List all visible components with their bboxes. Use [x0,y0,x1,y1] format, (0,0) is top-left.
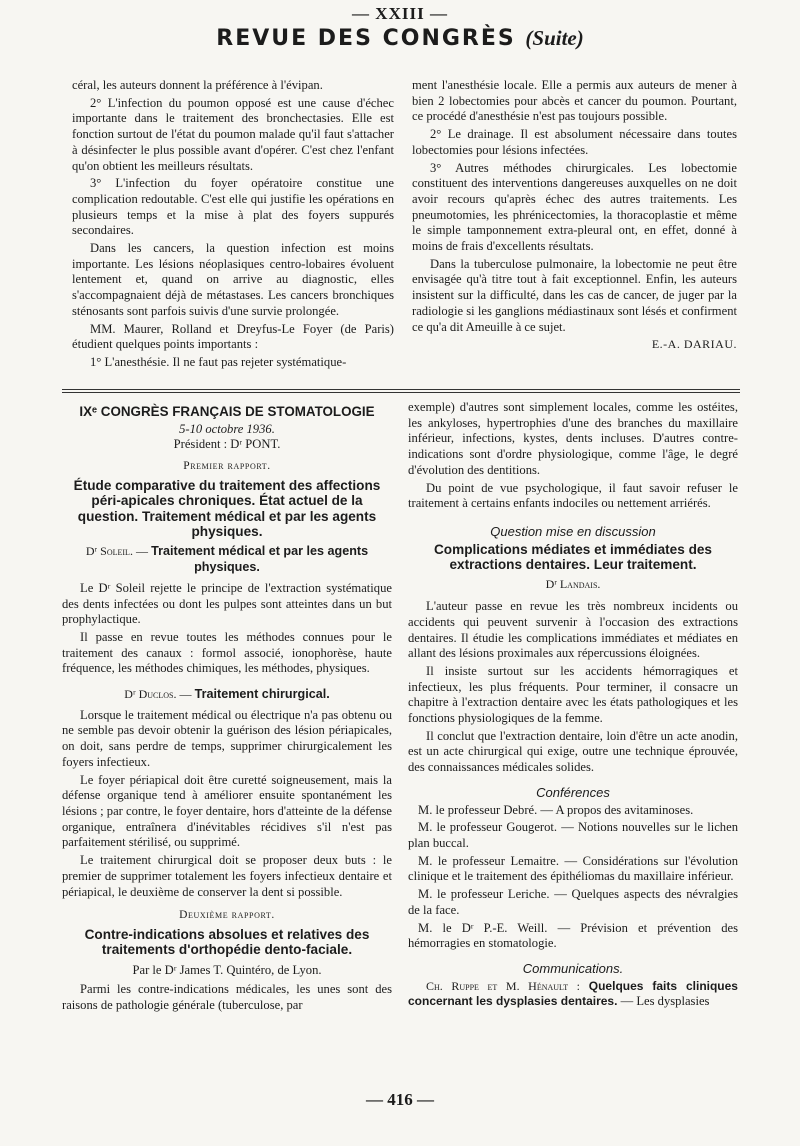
paragraph: Dans les cancers, la question infection est moins importante. Les lésions néoplasiques centro-lobaires évoluent lentement et, quand on arrive au diagnostic, elles s'accompagnaient déjà de métastases. Les cancers bronchiques sténosants sont parfois suivis d'une survie prolongée. [72,241,394,318]
paragraph: exemple) d'autres sont simplement locales, comme les ostéites, les ankyloses, hypertrophies d'une des branches du maxillaire inférieur, infections, kystes, dents incluses. D'autres contre-indications sont d'ordre physiologique, comme l'âge, le degré d'évolution des dentitions. [408,400,738,477]
signature: E.-A. DARIAU. [651,337,737,352]
paragraph: Il insiste surtout sur les accidents hémorragiques et infectieux, les plus fréquents. Pour terminer, il consacre un chapitre à l'extraction dentaire avec les états pathologiques et les fonctions physiologiques de la femme. [408,663,738,726]
question-title: Complications médiates et immédiates des extractions dentaires. Leur traitement. [433,541,712,573]
paragraph: 3° Autres méthodes chirurgicales. Les lobectomie constituent des interventions dangereuses auxquelles on ne doit avoir recours qu'après échec des autres traitements. Les pneumotomies, les phrénicectomies, la thoracoplastie et même le simple tamponnement extra-pleural ont, en effet, donné à moins de frais d'excellents résultats. [412,160,737,254]
paragraph: Le traitement chirurgical doit se proposer deux buts : le premier de supprimer totalement les foyers infectieux dentaire et périapical, le deuxième de conserver la dent si possible. [62,853,392,899]
second-report-author: Par le Dʳ James T. Quintéro, de Lyon. [132,962,322,977]
page-title-text: REVUE DES CONGRÈS [216,26,516,51]
section-divider [62,392,740,393]
list-item: M. le professeur Gougerot. — Notions nouvelles sur le lichen plan buccal. [408,820,738,850]
conferences-list [408,803,738,952]
second-report-label: Deuxième rapport. [179,909,275,922]
first-report-title: Étude comparative du traitement des affections péri-apicales chroniques. État actuel de la question. Traitement médical et par les agents physiques. [73,477,381,540]
first-report-label: Premier rapport. [183,460,271,473]
top-right-column [412,78,737,353]
soleil-heading [62,544,392,575]
communications-label: Communications. [522,960,624,976]
paragraph: Du point de vue psychologique, il faut savoir refuser le traitement à certains enfants indociles ou nettement arriérés. [408,480,738,511]
paragraph: Le foyer périapical doit être curetté soigneusement, mais la défense organique tend à améliorer ensuite spontanément les lésions ; par contre, le foyer dentaire, hors d'atteinte de la défense organique, entraînera d'inévitables récidives s'il n'est pas parfaitement stérilisé, ou supprimé. [62,772,392,850]
congress-president: Président : Dʳ PONT. [173,437,281,452]
communication-entry [408,979,738,1010]
top-left-column [72,78,394,373]
page-title-suite: (Suite) [525,26,584,50]
author-name: Dʳ Soleil. — [85,544,148,559]
paragraph: Parmi les contre-indications médicales, les unes sont des raisons de pathologie générale (tuberculose, par [62,982,392,1013]
conferences-label: Conférences [536,784,610,800]
congress-dates: 5-10 octobre 1936. [179,421,275,436]
landais-author: Dʳ Landais. [545,577,601,592]
paragraph: Lorsque le traitement médical ou électrique n'a pas obtenu ou ne semble pas devoir obtenir la guérison des lésion périapicales, on doit, sans perdre de temps, supprimer chirurgicalement les foyers infectieux. [62,707,392,769]
page-number-roman: — XXIII — [352,4,448,23]
paragraph: Il passe en revue toutes les méthodes connues pour le traitement des canaux : formol associé, ionophorèse, haute fréquence, les méthodes chimiques, les méthodes, physiques. [62,629,392,676]
paragraph: L'auteur passe en revue les très nombreux incidents ou accidents qui peuvent survenir à l'occasion des extractions dentaires. Il étudie les complications immédiates et médiates en allant des lésions proximales aux répercussions éloignées. [408,599,738,661]
paragraph: 2° L'infection du poumon opposé est une cause d'échec importante dans le traitement des bronchectasies. Elle est fonction surtout de l'état du poumon malade qu'il faut s'attacher à désinfecter le plus possible avant d'opérer. C'est chez l'enfant qu'on obtient les meilleurs résultats. [72,95,394,173]
list-item: M. le Dʳ P.-E. Weill. — Prévision et prévention des hémorragies en stomatologie. [408,920,738,951]
communication-text: — Les dysplasies [620,994,710,1009]
bottom-right-column [408,400,738,1012]
section-title: Traitement chirurgical. [194,687,330,702]
paragraph: Dans la tuberculose pulmonaire, la lobectomie ne peut être envisagée qu'à titre tout à fait exceptionnel. Enfin, les auteurs insistent sur la difficulté, dans les cas de cancer, de juger par la radiologie si les ganglions médiastinaux sont lésés et confirment ce qu'a dit Ameuille à ce sujet. [412,256,737,334]
congress-title: IXᵉ CONGRÈS FRANÇAIS DE STOMATOLOGIE [79,404,375,419]
question-label: Question mise en discussion [490,523,656,539]
paragraph: MM. Maurer, Rolland et Dreyfus-Le Foyer (de Paris) étudient quelques points importants : [72,321,394,352]
paragraph: 1° L'anesthésie. Il ne faut pas rejeter systématique- [90,354,347,369]
author-name: Dʳ Duclos. — [124,687,192,702]
communication-title: Quelques faits cliniques concernant les dysplasies dentaires. [408,978,738,1009]
paragraph: 2° Le drainage. Il est absolument nécessaire dans toutes lobectomies pour lésions infectées. [412,127,737,157]
page-number: — 416 — [366,1090,434,1109]
second-report-title: Contre-indications absolues et relatives des traitements d'orthopédie dento-faciale. [84,926,370,958]
list-item: M. le professeur Leriche. — Quelques aspects des névralgies de la face. [408,887,738,917]
paragraph: Il conclut que l'extraction dentaire, loin d'être un acte anodin, est un acte chirurgical qui exige, outre une technique éprouvée, des connaissances médicales solides. [408,728,738,775]
author-name: Ch. Ruppe et M. Hénault : [426,978,581,993]
paragraph: Le Dʳ Soleil rejette le principe de l'extraction systématique des dents infectées ou dont les pulpes sont atteintes dans un but prophylactique. [62,580,392,627]
paragraph: 3° L'infection du foyer opératoire constitue une complication redoutable. C'est elle qui justifie les opérations en plusieurs temps et la mise à plat des foyers suppurés secondaires. [72,176,394,238]
duclos-heading [62,687,392,703]
list-item: M. le professeur Lemaitre. — Considérations sur l'évolution clinique et le traitement des épithéliomas du maxillaire inférieur. [408,853,738,884]
section-title: Traitement médical et par les agents physiques. [151,544,369,575]
page-title [0,26,800,51]
list-item: M. le professeur Debré. — A propos des avitaminoses. [418,802,694,817]
paragraph: céral, les auteurs donnent la préférence à l'évipan. [72,78,323,92]
section-divider [62,389,740,390]
paragraph: ment l'anesthésie locale. Elle a permis aux auteurs de mener à bien 2 lobectomies pour abcès et cancer du poumon. Pourtant, ce procédé d'anesthésie n'est pas toujours possible. [412,78,737,124]
bottom-left-column [62,400,392,1016]
